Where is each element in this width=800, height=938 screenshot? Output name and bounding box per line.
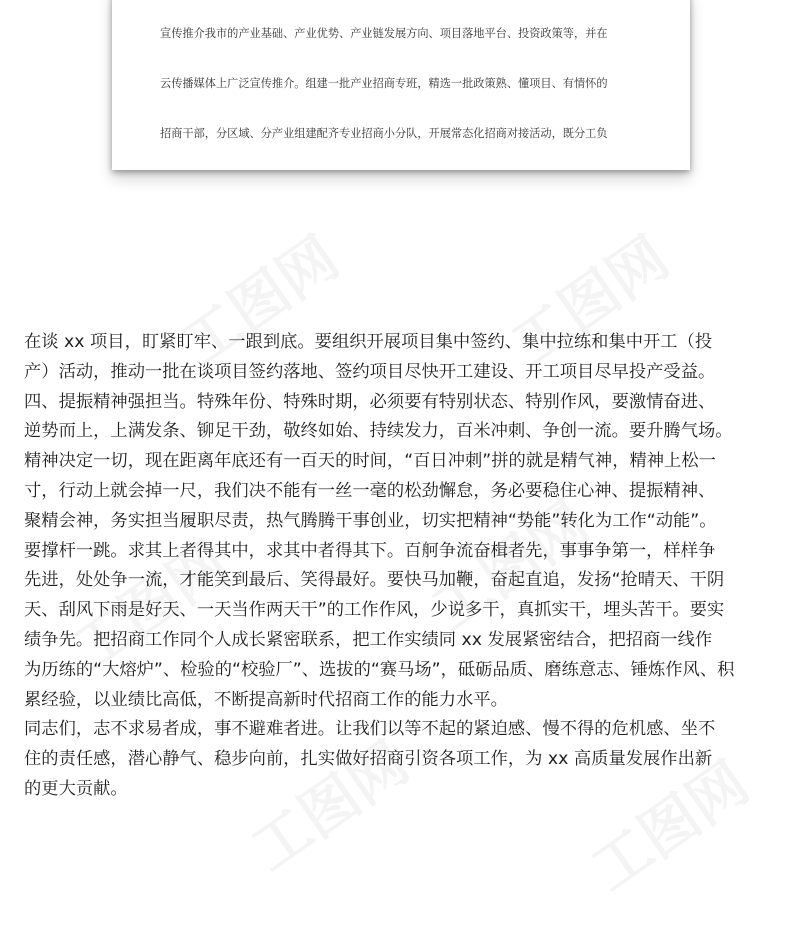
document-page-thumbnail (112, 0, 690, 170)
body-line: 为历练的“大熔炉”、检验的“校验厂”、选拔的“赛马场”，砥砺品质、磨练意志、锤炼作风、积 (24, 659, 735, 680)
body-line: 的更大贡献。 (24, 778, 128, 799)
body-line: 产）活动，推动一批在谈项目签约落地、签约项目尽快开工建设、开工项目尽早投产受益。 (24, 361, 716, 382)
body-line: 在谈 xx 项目，盯紧盯牢、一跟到底。要组织开展项目集中签约、集中拉练和集中开工（投 (24, 332, 713, 352)
preview-line: 招商干部，分区域、分产业组建配齐专业招商小分队，开展常态化招商对接活动，既分工负 (160, 127, 608, 141)
body-line: 要撑杆一跳。求其上者得其中，求其中者得其下。百舸争流奋楫者先，事事争第一，样样争 (24, 540, 716, 561)
preview-line: 云传播媒体上广泛宣传推介。组建一批产业招商专班，精选一批政策熟、懂项目、有情怀的 (160, 76, 608, 90)
document-preview-area (0, 0, 800, 200)
body-line: 聚精会神，务实担当履职尽责，热气腾腾干事创业，切实把精神“势能”转化为工作“动能”。 (24, 510, 717, 531)
body-line: 四、提振精神强担当。特殊年份、特殊时期，必须要有特别状态、特别作风，要激情奋进、 (24, 391, 716, 412)
preview-line: 宣传推介我市的产业基础、产业优势、产业链发展方向、项目落地平台、投资政策等，并在 (160, 26, 608, 40)
body-line: 先进，处处争一流，才能笑到最后、笑得最好。要快马加鞭，奋起直追，发扬“抢晴天、干阴 (24, 570, 725, 591)
body-line: 逆势而上，上满发条、铆足干劲，敬终如始、持续发力，百米冲刺、争创一流。要升腾气场。 (24, 421, 733, 442)
document-body-text (24, 328, 780, 805)
body-line: 同志们，志不求易者成，事不避难者进。让我们以等不起的紧迫感、慢不得的危机感、坐不 (24, 719, 716, 740)
body-line: 天、刮风下雨是好天、一天当作两天干”的工作作风，少说多干，真抓实干，埋头苦干。要实 (24, 600, 725, 621)
body-line: 累经验，以业绩比高低，不断提高新时代招商工作的能力水平。 (24, 689, 508, 710)
body-line: 绩争先。把招商工作同个人成长紧密联系，把工作实绩同 xx 发展紧密结合，把招商一线作 (24, 629, 713, 650)
body-line: 寸，行动上就会掉一尺，我们决不能有一丝一毫的松劲懈怠，务必要稳住心神、提振精神、 (24, 480, 716, 501)
body-line: 精神决定一切，现在距离年底还有一百天的时间，“百日冲刺”拼的就是精气神，精神上松一 (24, 451, 716, 472)
body-line: 住的责任感，潜心静气、稳步向前，扎实做好招商引资各项工作，为 xx 高质量发展作出新 (24, 749, 713, 770)
preview-text-block (160, 0, 660, 170)
